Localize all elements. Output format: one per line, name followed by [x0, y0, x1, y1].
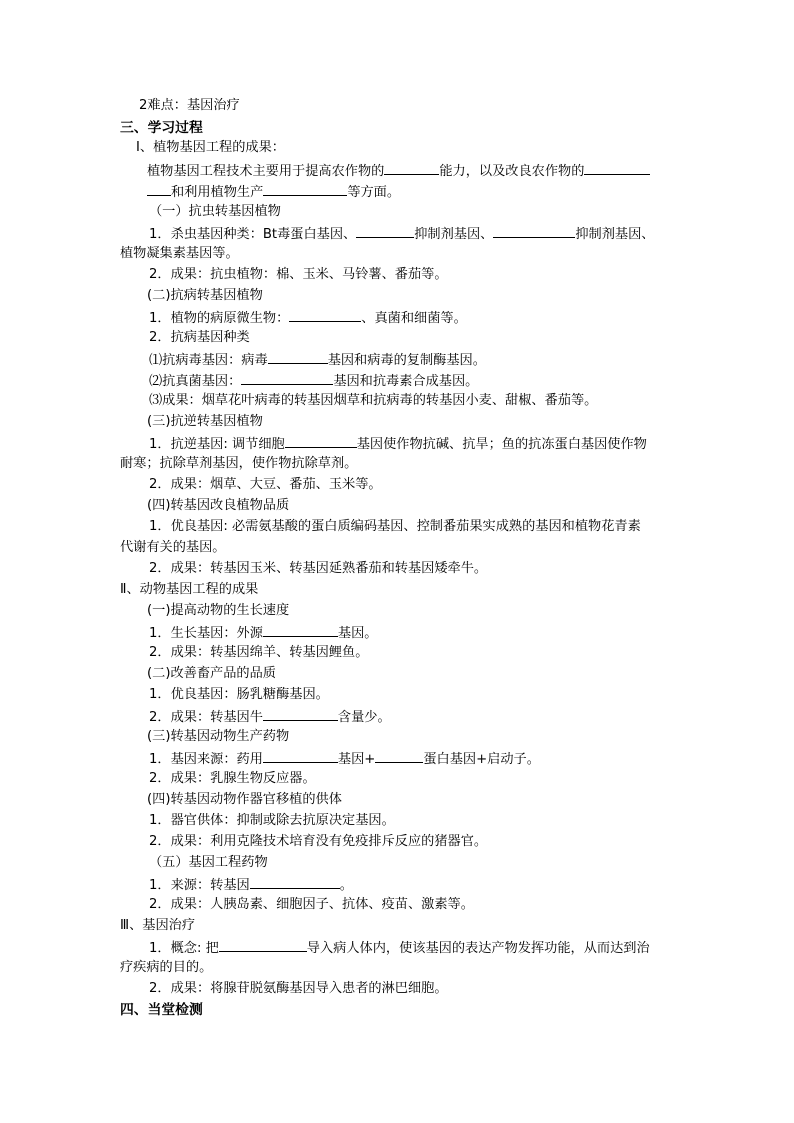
paragraph-line — [149, 748, 540, 770]
subheading: (四)转基因改良植物品质 — [147, 498, 290, 513]
fill-blank[interactable] — [268, 349, 328, 364]
fill-blank[interactable] — [285, 433, 357, 448]
paragraph-line: 2．成果：转基因绵羊、转基因鲤鱼。 — [149, 645, 369, 660]
paragraph-line: 2．成果：烟草、大豆、番茄、玉米等。 — [149, 477, 382, 492]
text-span: 基因和病毒的复制酶基因。 — [327, 353, 486, 368]
text-span: 等方面。 — [347, 185, 401, 200]
text-span: 和利用植物生产 — [171, 185, 264, 200]
paragraph-line — [147, 181, 400, 203]
paragraph-line — [149, 349, 486, 371]
paragraph-line: 2．成果：乳腺生物反应器。 — [149, 771, 316, 786]
paragraph-line: 1．器官供体：抑制或除去抗原决定基因。 — [149, 813, 395, 828]
paragraph-line — [149, 937, 650, 959]
text-span: 基因。 — [337, 626, 378, 641]
subheading: (二)改善畜产品的品质 — [147, 666, 276, 681]
subheading: (三)转基因动物生产药物 — [147, 729, 290, 744]
heading-gene-therapy: Ⅲ、基因治疗 — [120, 918, 196, 933]
fill-blank[interactable] — [263, 622, 338, 637]
text-span: ⑴抗病毒基因：病毒 — [149, 353, 268, 368]
text-span: 2．成果：转基因牛 — [149, 710, 263, 725]
text-span: ⑵抗真菌基因： — [149, 374, 242, 389]
paragraph-line: 植物凝集素基因等。 — [120, 246, 239, 261]
subheading: （五）基因工程药物 — [149, 855, 268, 870]
fill-blank[interactable] — [375, 748, 423, 763]
fill-blank[interactable] — [219, 937, 307, 952]
paragraph-line — [149, 706, 391, 728]
fill-blank[interactable] — [384, 160, 439, 175]
text-span: 蛋白基因+启动子。 — [423, 752, 540, 767]
fill-blank[interactable] — [289, 307, 361, 322]
fill-blank[interactable] — [263, 181, 347, 196]
text-span: 1．来源：转基因 — [149, 878, 250, 893]
text-span: 植物基因工程技术主要用于提高农作物的 — [147, 164, 385, 179]
paragraph-line: 疗疾病的目的。 — [120, 960, 213, 975]
section-title-in-class-test: 四、当堂检测 — [120, 1002, 203, 1018]
paragraph-line: 2．成果：人胰岛素、细胞因子、抗体、疫苗、激素等。 — [149, 897, 474, 912]
paragraph-line: 耐寒；抗除草剂基因，使作物抗除草剂。 — [120, 456, 358, 471]
heading-plant-results: Ⅰ、植物基因工程的成果： — [136, 140, 285, 155]
section-title-learning-process: 三、学习过程 — [120, 120, 203, 136]
paragraph-line: 2．成果：利用克隆技术培育没有免疫排斥反应的猪器官。 — [149, 834, 488, 849]
fill-blank[interactable] — [263, 748, 338, 763]
paragraph-line — [149, 874, 353, 896]
text-span: 、真菌和细菌等。 — [361, 311, 467, 326]
paragraph-line — [149, 622, 377, 644]
difficulty-line: 2难点：基因治疗 — [139, 98, 240, 113]
fill-blank[interactable] — [147, 181, 171, 196]
text-span: 。 — [339, 878, 353, 893]
text-span: 1．概念: 把 — [149, 941, 219, 956]
text-span: 1．基因来源：药用 — [149, 752, 263, 767]
paragraph-line: ⑶成果：烟草花叶病毒的转基因烟草和抗病毒的转基因小麦、甜椒、番茄等。 — [149, 393, 598, 408]
text-span: 1．抗逆基因: 调节细胞 — [149, 437, 285, 452]
fill-blank[interactable] — [250, 874, 340, 889]
paragraph-line — [149, 223, 654, 245]
text-span: 基因+ — [337, 752, 376, 767]
text-span: 基因和抗毒素合成基因。 — [333, 374, 479, 389]
heading-animal-results: Ⅱ、动物基因工程的成果 — [120, 582, 259, 597]
text-span: 抑制剂基因、 — [575, 227, 655, 242]
subheading: (四)转基因动物作器官移植的供体 — [147, 792, 342, 807]
fill-blank[interactable] — [241, 370, 333, 385]
paragraph-line: 2．抗病基因种类 — [149, 330, 250, 345]
text-span: 1．植物的病原微生物： — [149, 311, 290, 326]
paragraph-line: 1．优良基因：肠乳糖酶基因。 — [149, 687, 329, 702]
paragraph-line — [149, 433, 647, 455]
paragraph-line: 2．成果：将腺苷脱氨酶基因导入患者的淋巴细胞。 — [149, 981, 448, 996]
text-span: 含量少。 — [337, 710, 391, 725]
fill-blank[interactable] — [584, 160, 650, 175]
text-span: 基因使作物抗碱、抗旱；鱼的抗冻蛋白基因使作物 — [356, 437, 647, 452]
paragraph-line: 代谢有关的基因。 — [120, 540, 226, 555]
text-span: 导入病人体内，使该基因的表达产物发挥功能，从而达到治 — [306, 941, 650, 956]
paragraph-line: 1．优良基因: 必需氨基酸的蛋白质编码基因、控制番茄果实成熟的基因和植物花青素 — [149, 519, 641, 534]
fill-blank[interactable] — [493, 223, 575, 238]
text-span: 1．生长基因：外源 — [149, 626, 263, 641]
fill-blank[interactable] — [263, 706, 338, 721]
text-span: 抑制剂基因、 — [414, 227, 494, 242]
text-span: 能力，以及改良农作物的 — [439, 164, 585, 179]
paragraph-line: 2．成果：转基因玉米、转基因延熟番茄和转基因矮牵牛。 — [149, 561, 488, 576]
paragraph-line — [149, 307, 467, 329]
paragraph-line: 2．成果：抗虫植物：棉、玉米、马铃薯、番茄等。 — [149, 267, 448, 282]
paragraph-line — [147, 160, 650, 182]
subheading: (一)提高动物的生长速度 — [147, 603, 290, 618]
text-span: 1．杀虫基因种类：Bt毒蛋白基因、 — [149, 227, 357, 242]
subheading: (二)抗病转基因植物 — [147, 288, 263, 303]
fill-blank[interactable] — [356, 223, 414, 238]
paragraph-line — [149, 370, 478, 392]
subheading: （一）抗虫转基因植物 — [149, 204, 281, 219]
subheading: (三)抗逆转基因植物 — [147, 414, 263, 429]
